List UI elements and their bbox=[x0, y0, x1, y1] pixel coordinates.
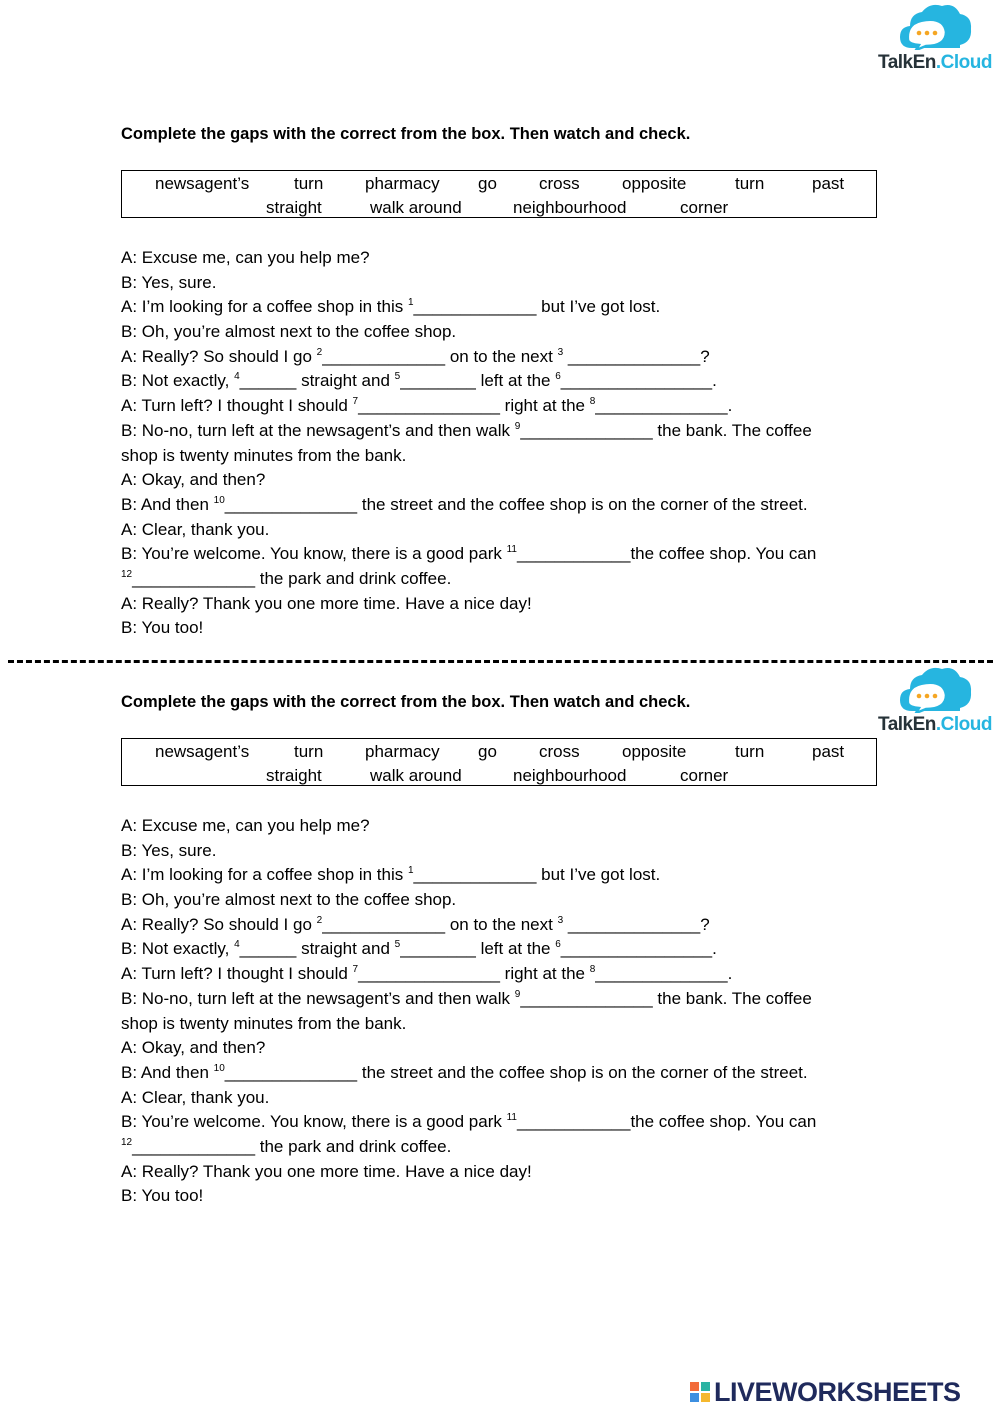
word-box-item: neighbourhood bbox=[513, 198, 627, 217]
dialogue-line bbox=[121, 419, 881, 444]
cloud-chat-icon bbox=[898, 2, 974, 50]
dialogue-text: _____________ the park and drink coffee. bbox=[132, 1136, 452, 1156]
dialogue-line bbox=[121, 394, 881, 419]
dialogue-text: shop is twenty minutes from the bank. bbox=[121, 1013, 407, 1033]
gap-number: 4 bbox=[234, 939, 240, 951]
dialogue-line bbox=[121, 542, 881, 567]
dialogue bbox=[121, 246, 881, 641]
dialogue-line bbox=[121, 468, 881, 493]
dialogue-text: A: I’m looking for a coffee shop in this bbox=[121, 865, 408, 885]
dialogue-line bbox=[121, 1160, 881, 1185]
word-box-item: turn bbox=[294, 174, 324, 193]
gap-number: 2 bbox=[316, 914, 323, 926]
dialogue-line bbox=[121, 592, 881, 617]
gap-number: 2 bbox=[316, 346, 323, 358]
gap-number: 1 bbox=[407, 865, 414, 877]
dialogue-text: B: Yes, sure. bbox=[121, 840, 217, 860]
dialogue-line bbox=[121, 444, 881, 469]
dialogue-text: B: And then bbox=[121, 1062, 214, 1082]
dialogue-text: A: I’m looking for a coffee shop in this bbox=[121, 297, 408, 317]
dialogue-line bbox=[121, 567, 881, 592]
dialogue-text: B: You’re welcome. You know, there is a good park bbox=[121, 1112, 507, 1132]
grid-square bbox=[690, 1393, 699, 1402]
dialogue-text: ________ left at the bbox=[400, 939, 556, 959]
gap-number: 4 bbox=[234, 371, 240, 383]
dialogue-text: A: Turn left? I thought I should bbox=[121, 964, 353, 984]
dialogue-line bbox=[121, 1184, 881, 1209]
dialogue-text: A: Excuse me, can you help me? bbox=[121, 248, 370, 267]
word-box-item: cross bbox=[539, 742, 580, 761]
dialogue-text: B: You’re welcome. You know, there is a good park bbox=[121, 544, 507, 564]
dialogue-text: _____________ but I’ve got lost. bbox=[413, 297, 661, 317]
dialogue-line bbox=[121, 320, 881, 345]
gap-number: 9 bbox=[514, 420, 521, 432]
gap-number: 3 bbox=[557, 346, 564, 358]
grid-square bbox=[701, 1382, 710, 1391]
word-box-item: walk around bbox=[370, 766, 462, 785]
exercise-section bbox=[121, 690, 881, 1206]
liveworksheets-logo bbox=[690, 1376, 961, 1408]
gap-number: 6 bbox=[555, 371, 561, 383]
dialogue bbox=[121, 814, 881, 1209]
dialogue-line bbox=[121, 493, 881, 518]
word-box-item: turn bbox=[735, 742, 765, 761]
word-box-item: go bbox=[478, 174, 497, 193]
dialogue-line bbox=[121, 345, 881, 370]
dialogue-text: ______________. bbox=[595, 396, 733, 416]
gap-number: 11 bbox=[506, 1112, 517, 1124]
word-box-item: cross bbox=[539, 174, 580, 193]
dialogue-text: A: Okay, and then? bbox=[121, 470, 266, 490]
gap-number: 5 bbox=[394, 371, 401, 383]
gap-number: 8 bbox=[589, 964, 596, 976]
dialogue-text: ______________ the street and the coffee shop is on the corner of the street. bbox=[224, 1062, 808, 1082]
dialogue-text: shop is twenty minutes from the bank. bbox=[121, 445, 407, 465]
dialogue-text: ________________. bbox=[560, 371, 717, 391]
gap-number: 5 bbox=[394, 939, 401, 951]
dialogue-text: A: Turn left? I thought I should bbox=[121, 396, 353, 416]
word-box-item: newsagent’s bbox=[155, 742, 250, 761]
dialogue-text: A: Excuse me, can you help me? bbox=[121, 816, 370, 835]
talken-cloud-logo bbox=[870, 2, 1000, 77]
word-box-item: neighbourhood bbox=[513, 766, 627, 785]
dialogue-text: ________________. bbox=[560, 939, 717, 959]
dialogue-line bbox=[121, 937, 881, 962]
dialogue-text: ______ straight and bbox=[239, 939, 395, 959]
dialogue-text: A: Really? Thank you one more time. Have a nice day! bbox=[121, 593, 532, 613]
dialogue-line bbox=[121, 962, 881, 987]
gap-number: 7 bbox=[352, 396, 359, 408]
dialogue-text: ______________? bbox=[563, 914, 710, 934]
dialogue-text: A: Clear, thank you. bbox=[121, 1087, 270, 1107]
dialogue-line bbox=[121, 1135, 881, 1160]
word-box-item: pharmacy bbox=[365, 742, 440, 761]
dialogue-text: ______ straight and bbox=[239, 371, 395, 391]
dialogue-text: _____________ on to the next bbox=[322, 346, 558, 366]
gap-number: 3 bbox=[557, 914, 564, 926]
dialogue-text: B: Not exactly, bbox=[121, 939, 235, 959]
dialogue-text: A: Clear, thank you. bbox=[121, 519, 270, 539]
dialogue-line bbox=[121, 1110, 881, 1135]
dialogue-line bbox=[121, 839, 881, 864]
gap-number: 12 bbox=[121, 1136, 133, 1148]
dialogue-text: A: Really? So should I go bbox=[121, 346, 317, 366]
word-box-item: newsagent’s bbox=[155, 174, 250, 193]
dialogue-line bbox=[121, 888, 881, 913]
dialogue-text: B: You too! bbox=[121, 1186, 204, 1206]
dialogue-text: _______________ right at the bbox=[358, 964, 590, 984]
word-box-item: past bbox=[812, 742, 845, 761]
dialogue-text: ______________ the bank. The coffee bbox=[520, 988, 812, 1008]
instruction: Complete the gaps with the correct from the box. Then watch and check. bbox=[121, 693, 691, 711]
word-box-item: corner bbox=[680, 198, 729, 217]
gap-number: 6 bbox=[555, 939, 561, 951]
dialogue-line bbox=[121, 295, 881, 320]
word-box-item: opposite bbox=[622, 742, 687, 761]
gap-number: 9 bbox=[514, 988, 521, 1000]
dialogue-text: ______________ the street and the coffee shop is on the corner of the street. bbox=[224, 494, 808, 514]
word-box-item: walk around bbox=[370, 198, 462, 217]
dialogue-text: ______________ the bank. The coffee bbox=[520, 420, 812, 440]
word-box bbox=[121, 170, 877, 218]
dialogue-text: _____________ the park and drink coffee. bbox=[132, 568, 452, 588]
liveworksheets-brand: LIVEWORKSHEETS bbox=[714, 1376, 961, 1407]
gap-number: 12 bbox=[121, 568, 133, 580]
cut-line-divider bbox=[8, 660, 993, 663]
liveworksheets-grid-icon bbox=[690, 1382, 710, 1402]
dialogue-text: B: Oh, you’re almost next to the coffee shop. bbox=[121, 890, 457, 910]
word-box bbox=[121, 738, 877, 786]
dialogue-text: B: And then bbox=[121, 494, 214, 514]
dialogue-line bbox=[121, 369, 881, 394]
gap-number: 10 bbox=[213, 494, 225, 506]
dialogue-line bbox=[121, 913, 881, 938]
word-box-item: opposite bbox=[622, 174, 687, 193]
dialogue-line bbox=[121, 814, 881, 839]
dialogue-line bbox=[121, 616, 881, 641]
grid-square bbox=[701, 1393, 710, 1402]
word-box-item: go bbox=[478, 742, 497, 761]
instruction: Complete the gaps with the correct from the box. Then watch and check. bbox=[121, 125, 691, 143]
gap-number: 10 bbox=[213, 1062, 225, 1074]
talken-cloud-logo bbox=[870, 665, 1000, 740]
dialogue-text: B: No-no, turn left at the newsagent’s and then walk bbox=[121, 420, 515, 440]
gap-number: 1 bbox=[407, 297, 414, 309]
dialogue-line bbox=[121, 1061, 881, 1086]
dialogue-text: ____________the coffee shop. You can bbox=[516, 544, 817, 564]
dialogue-line bbox=[121, 863, 881, 888]
dialogue-line bbox=[121, 246, 881, 271]
dialogue-text: B: No-no, turn left at the newsagent’s and then walk bbox=[121, 988, 515, 1008]
dialogue-line bbox=[121, 1086, 881, 1111]
dialogue-text: B: Oh, you’re almost next to the coffee shop. bbox=[121, 322, 457, 342]
dialogue-text: B: You too! bbox=[121, 618, 204, 638]
grid-square bbox=[690, 1382, 699, 1391]
logo-brand-text: TalkEn.Cloud bbox=[878, 52, 992, 73]
word-box-item: straight bbox=[266, 198, 322, 217]
logo-brand-text: TalkEn.Cloud bbox=[878, 714, 992, 735]
gap-number: 11 bbox=[506, 544, 517, 556]
word-box-item: past bbox=[812, 174, 845, 193]
dialogue-text: _____________ on to the next bbox=[322, 914, 558, 934]
word-box-item: pharmacy bbox=[365, 174, 440, 193]
dialogue-text: _____________ but I’ve got lost. bbox=[413, 865, 661, 885]
dialogue-text: _______________ right at the bbox=[358, 396, 590, 416]
word-box-item: turn bbox=[294, 742, 324, 761]
dialogue-text: ______________. bbox=[595, 964, 733, 984]
dialogue-text: ______________? bbox=[563, 346, 710, 366]
dialogue-text: ____________the coffee shop. You can bbox=[516, 1112, 817, 1132]
word-box-item: turn bbox=[735, 174, 765, 193]
cloud-chat-icon bbox=[898, 665, 974, 713]
gap-number: 7 bbox=[352, 964, 359, 976]
dialogue-text: A: Really? Thank you one more time. Have a nice day! bbox=[121, 1161, 532, 1181]
exercise-section bbox=[121, 122, 881, 638]
word-box-item: straight bbox=[266, 766, 322, 785]
dialogue-text: ________ left at the bbox=[400, 371, 556, 391]
dialogue-text: B: Not exactly, bbox=[121, 371, 235, 391]
dialogue-text: A: Okay, and then? bbox=[121, 1038, 266, 1058]
dialogue-text: B: Yes, sure. bbox=[121, 272, 217, 292]
dialogue-line bbox=[121, 1012, 881, 1037]
dialogue-text: A: Really? So should I go bbox=[121, 914, 317, 934]
word-box-item: corner bbox=[680, 766, 729, 785]
dialogue-line bbox=[121, 518, 881, 543]
dialogue-line bbox=[121, 987, 881, 1012]
gap-number: 8 bbox=[589, 396, 596, 408]
dialogue-line bbox=[121, 1036, 881, 1061]
dialogue-line bbox=[121, 271, 881, 296]
